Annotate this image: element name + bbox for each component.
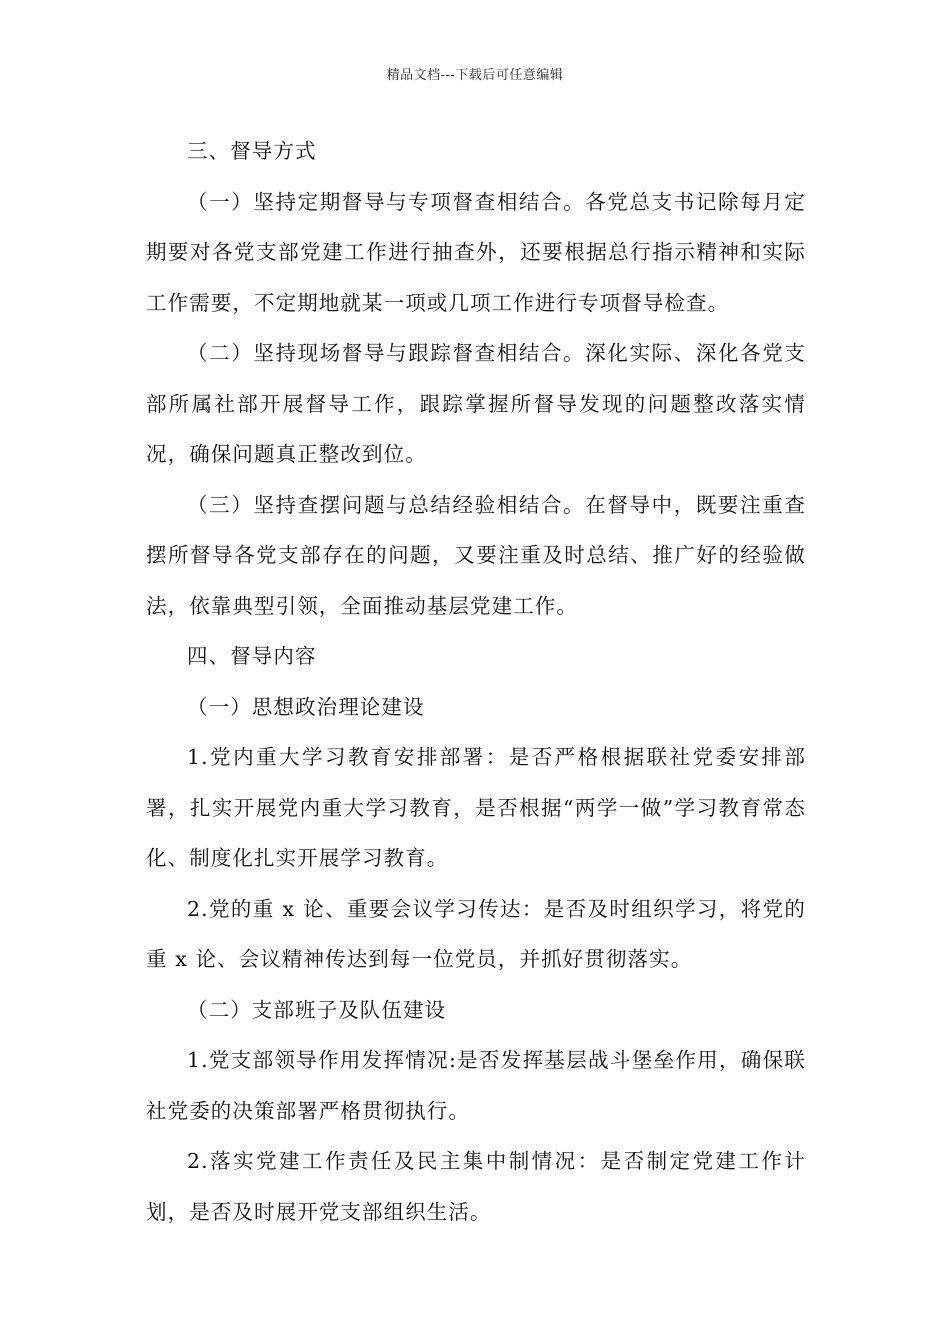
- paragraph: 1.党内重大学习教育安排部署：是否严格根据联社党委安排部署，扎实开展党内重大学习教育，是否根据“两学一做”学习教育常态化、制度化扎实开展学习教育。: [146, 745, 806, 870]
- paragraph: （一）坚持定期督导与专项督查相结合。各党总支书记除每月定期要对各党支部党建工作进行抽查外，还要根据总行指示精神和实际工作需要，不定期地就某一项或几项工作进行专项督导检查。: [146, 189, 806, 315]
- section-heading: 三、督导方式: [187, 139, 317, 163]
- paragraph: 2.落实党建工作责任及民主集中制情况：是否制定党建工作计划，是否及时展开党支部组织生活。: [146, 1149, 806, 1224]
- paragraph: 1.党支部领导作用发挥情况:是否发挥基层战斗堡垒作用，确保联社党委的决策部署严格贯彻执行。: [146, 1048, 806, 1123]
- paragraph: 2.党的重 x 论、重要会议学习传达：是否及时组织学习，将党的重 x 论、会议精神传达到每一位党员，并抓好贯彻落实。: [146, 896, 806, 971]
- section-heading: 四、督导内容: [187, 644, 317, 668]
- page-header: 精品文档---下载后可任意编辑: [386, 68, 564, 83]
- subsection-heading: （二）支部班子及队伍建设: [187, 997, 447, 1022]
- paragraph: （二）坚持现场督导与跟踪督查相结合。深化实际、深化各党支部所属社部开展督导工作，跟踪掌握所督导发现的问题整改落实情况，确保问题真正整改到位。: [146, 341, 806, 466]
- subsection-heading: （一）思想政治理论建设: [187, 694, 425, 719]
- paragraph: （三）坚持查摆问题与总结经验相结合。在督导中，既要注重查摆所督导各党支部存在的问题，又要注重及时总结、推广好的经验做法，依靠典型引领，全面推动基层党建工作。: [146, 492, 806, 618]
- document-body: [146, 126, 806, 1237]
